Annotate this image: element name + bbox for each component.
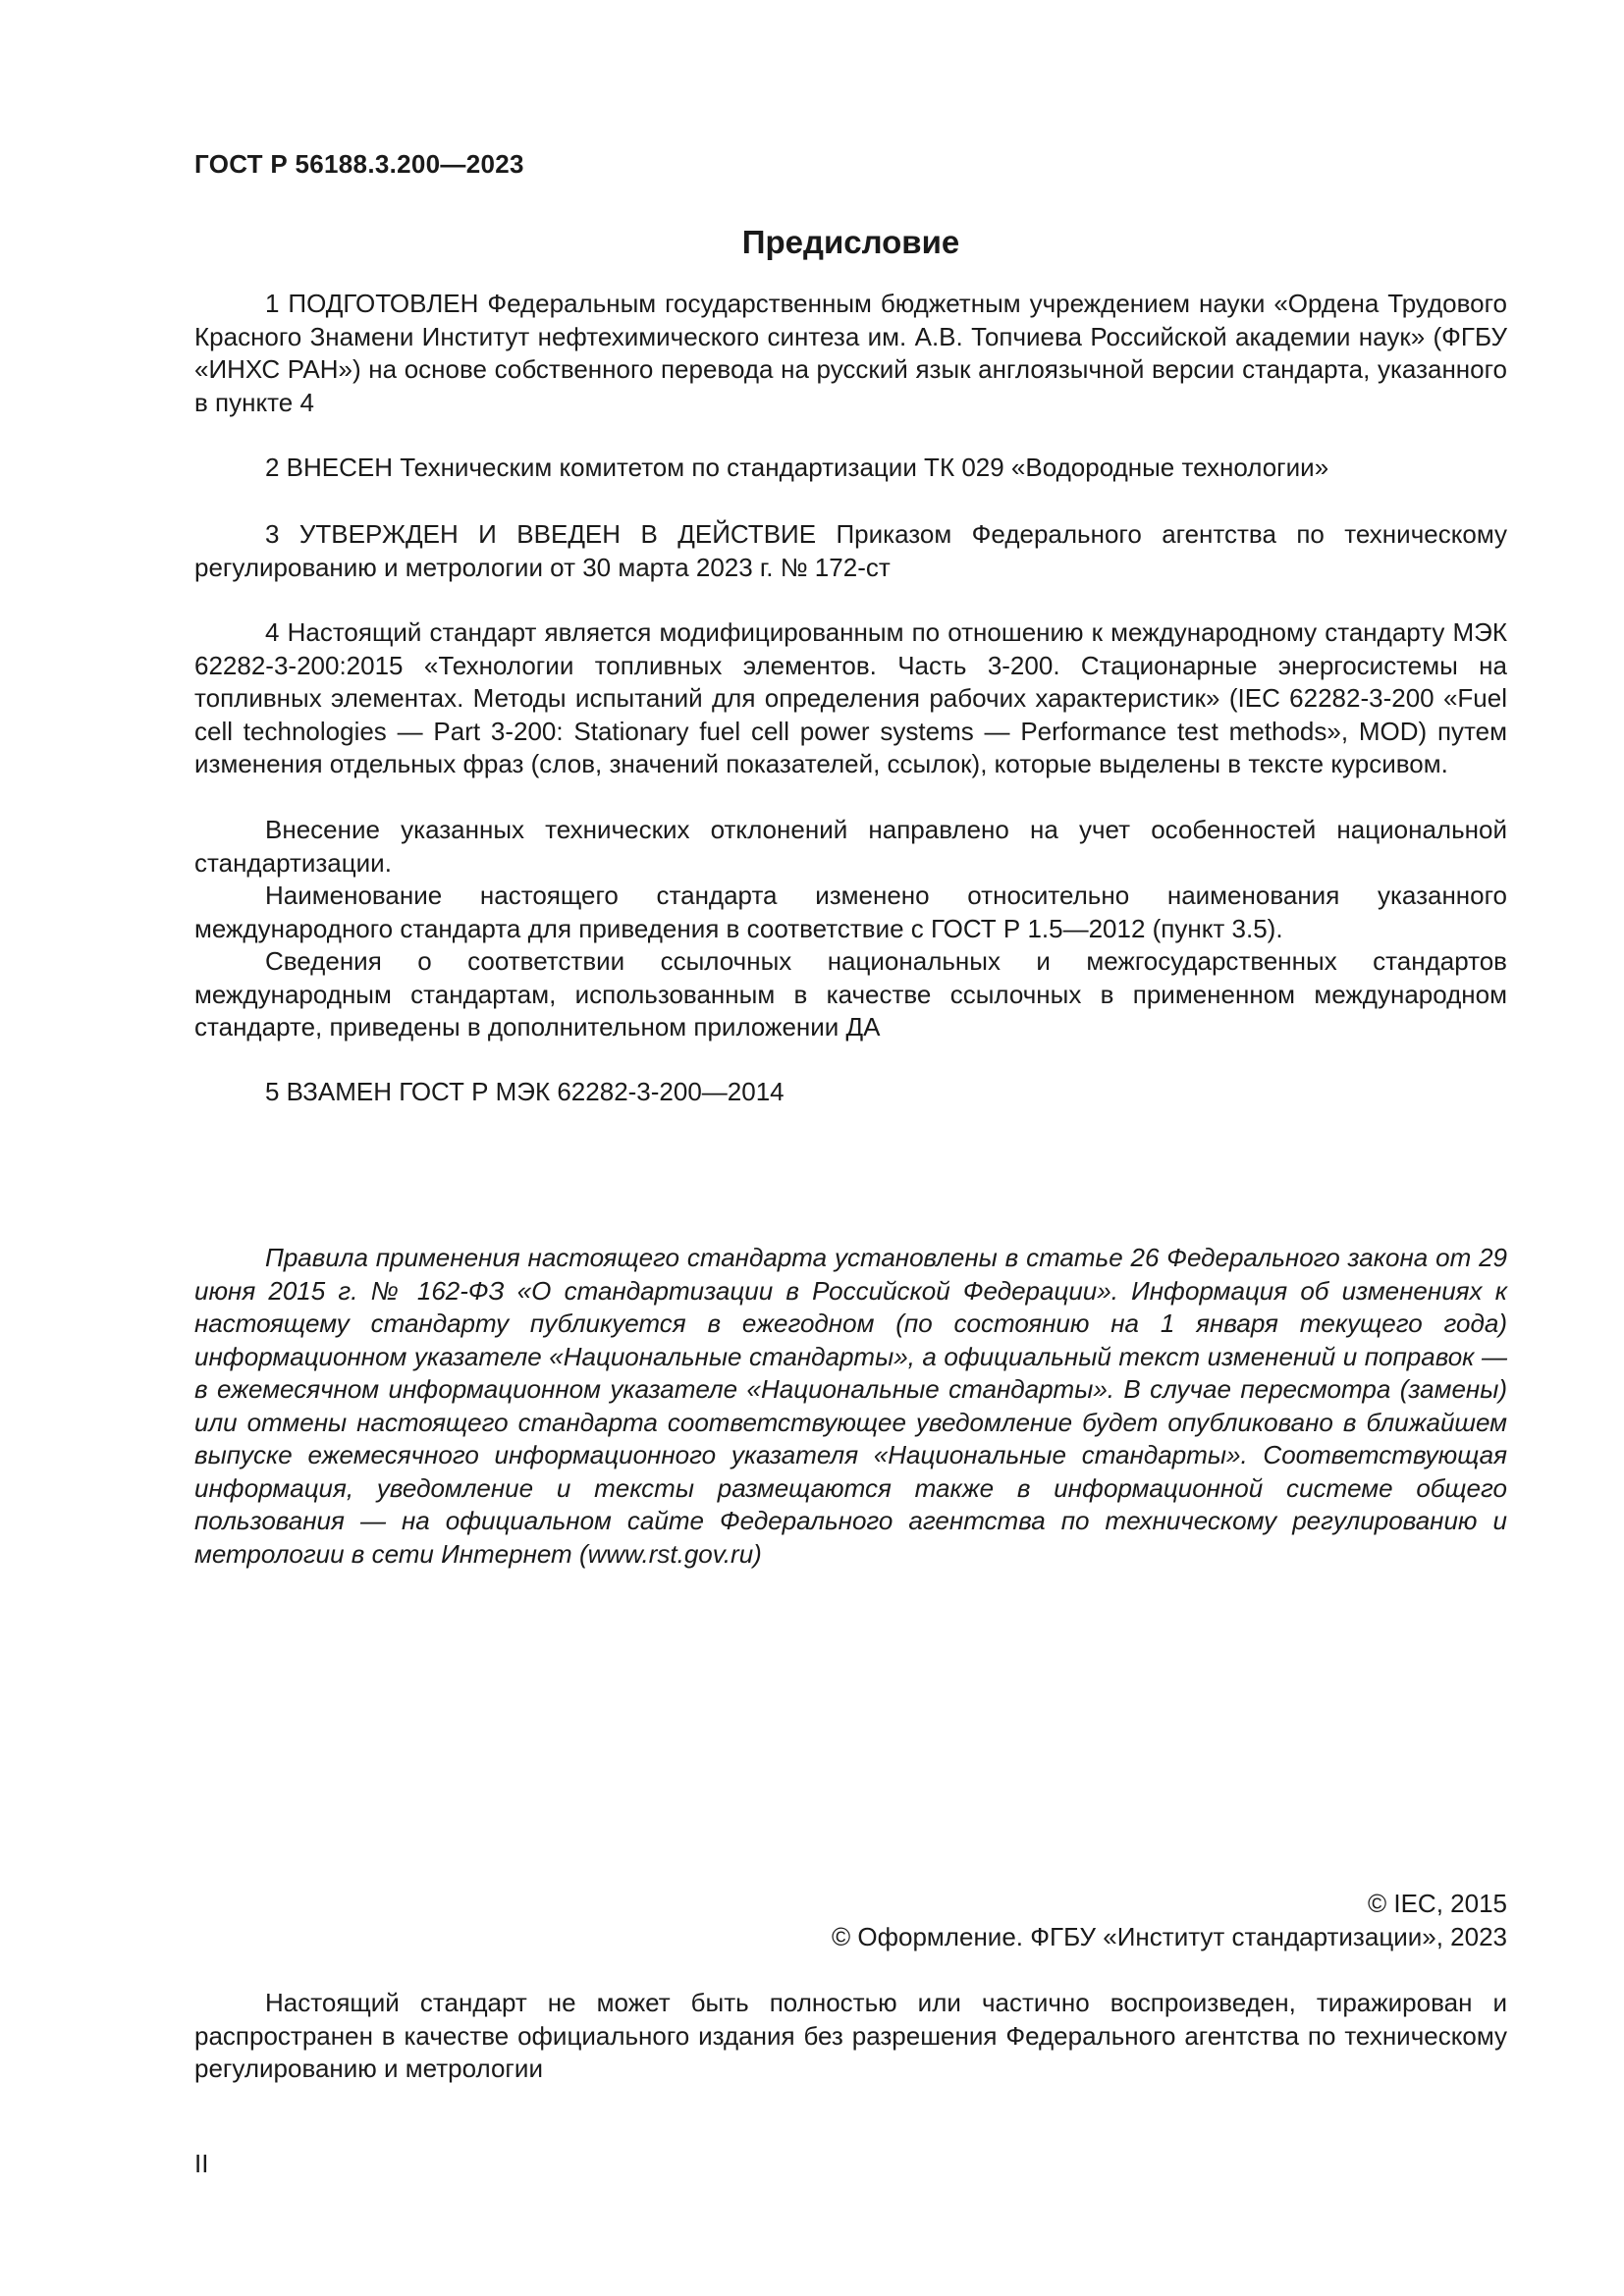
page-title: Предисловие — [741, 224, 960, 260]
copyright-design: © Оформление. ФГБУ «Институт стандартизации», 2023 — [832, 1922, 1507, 1951]
reproduction-notice: Настоящий стандарт не может быть полностью или частично воспроизведен, тиражирован и распространен в качестве официального издания без разрешения Федерального агентства по техническому регулированию и метрологии — [194, 1988, 1507, 2083]
rules-notice: Правила применения настоящего стандарта установлены в статье 26 Федерального закона от 29 июня 2015 г. № 162-ФЗ «О стандартизации в Российской Федерации». Информация об изменениях к настоящему стандарту публикуется в ежегодном (по состоянию на 1 января текущего года) информационном указателе «Национальные стандарты», а официальный текст изменений и поправок — в ежемесячном информационном указателе «Национальные стандарты». В случае пересмотра (замены) или отмены настоящего стандарта соответствующее уведомление будет опубликовано в ближайшем выпуске ежемесячного информационного указателя «Национальные стандарты». Соответствующая информация, уведомление и тексты размещаются также в информационной системе общего пользования — на официальном сайте Федерального агентства по техническому регулированию и метрологии в сети Интернет (www.rst.gov.ru) — [194, 1243, 1507, 1569]
foreword-item-4-deviations: Внесение указанных технических отклонений направлено на учет особенностей национальной стандартизации. — [194, 815, 1507, 878]
foreword-item-1: 1 ПОДГОТОВЛЕН Федеральным государственным бюджетным учреждением науки «Ордена Трудового Красного Знамени Институт нефтехимического синтеза им. А.В. Топчиева Российской академии наук» (ФГБУ «ИНХС РАН») на основе собственного перевода на русский язык англоязычной версии стандарта, указанного в пункте 4 — [194, 289, 1507, 417]
foreword-item-5: 5 ВЗАМЕН ГОСТ Р МЭК 62282-3-200—2014 — [265, 1077, 785, 1106]
document-page — [194, 0, 1507, 2296]
foreword-item-4-title-change: Наименование настоящего стандарта изменено относительно наименования указанного международного стандарта для приведения в соответствие с ГОСТ Р 1.5—2012 (пункт 3.5). — [194, 881, 1507, 943]
document-code-header: ГОСТ Р 56188.3.200—2023 — [194, 149, 524, 179]
copyright-iec: © IEC, 2015 — [1367, 1889, 1507, 1918]
foreword-item-4: 4 Настоящий стандарт является модифицированным по отношению к международному стандарту МЭК 62282-3-200:2015 «Технологии топливных элементов. Часть 3-200. Стационарные энергосистемы на топливных элементах. Методы испытаний для определения рабочих характеристик» (IEC 62282-3-200 «Fuel cell technologies — Part 3-200: Stationary fuel cell power systems — Performance test methods», MOD) путем изменения отдельных фраз (слов, значений показателей, ссылок), которые выделены в тексте курсивом. — [194, 617, 1507, 778]
foreword-item-2: 2 ВНЕСЕН Техническим комитетом по стандартизации ТК 029 «Водородные технологии» — [265, 453, 1329, 482]
foreword-item-4-references: Сведения о соответствии ссылочных национальных и межгосударственных стандартов международным стандартам, использованным в качестве ссылочных в примененном международном стандарте, приведены в дополнительном приложении ДА — [194, 946, 1507, 1041]
foreword-item-3: 3 УТВЕРЖДЕН И ВВЕДЕН В ДЕЙСТВИЕ Приказом Федерального агентства по техническому регулированию и метрологии от 30 марта 2023 г. № 172-ст — [194, 519, 1507, 582]
page-number: II — [194, 2149, 209, 2178]
